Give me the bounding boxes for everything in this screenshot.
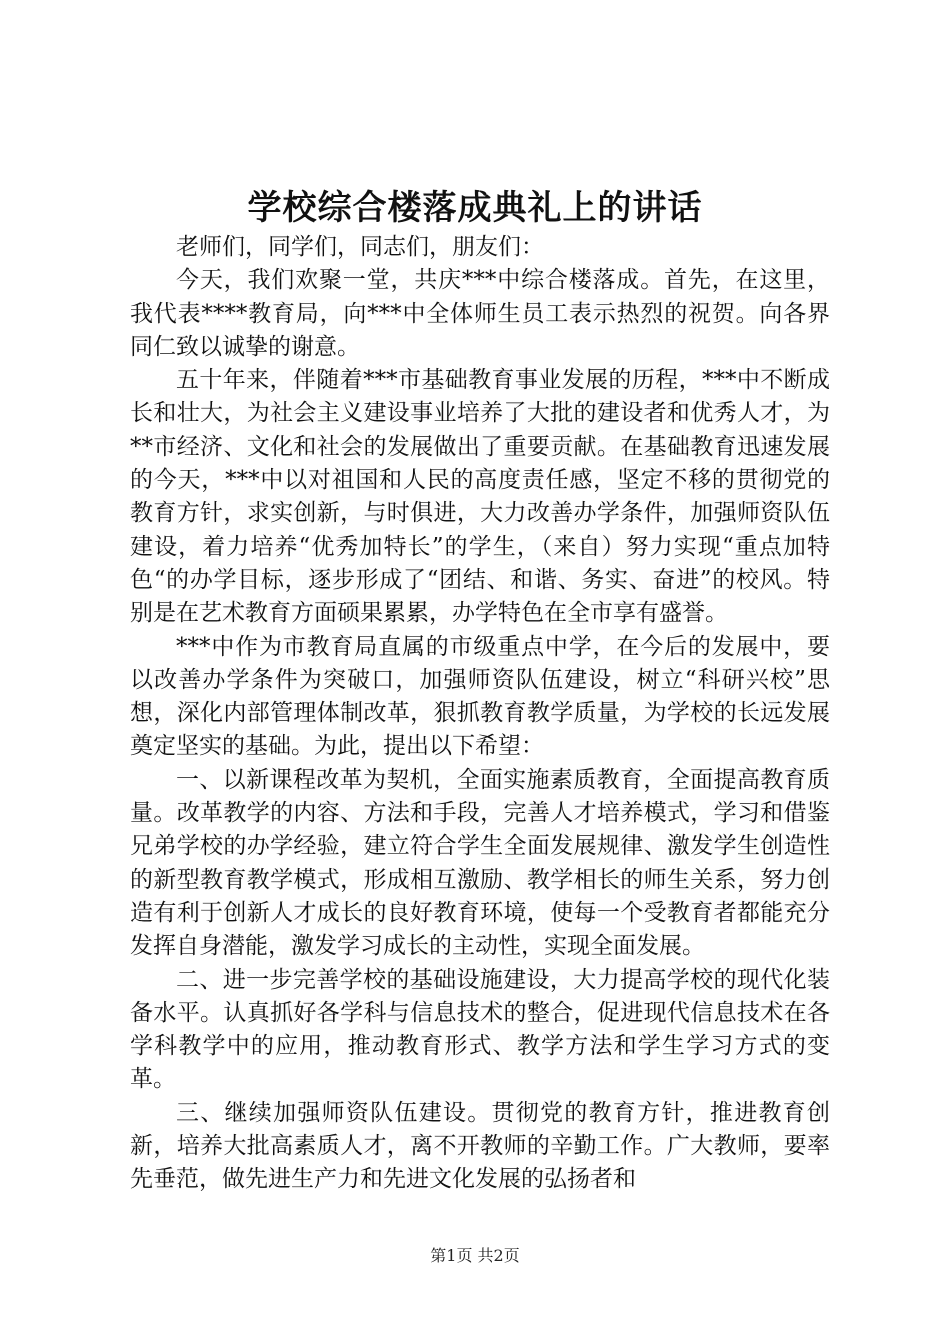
hope-one-paragraph: 一、以新课程改革为契机，全面实施素质教育，全面提高教育质量。改革教学的内容、方法和手段，完善人才培养模式，学习和借鉴兄弟学校的办学经验，建立符合学生全面发展规律、激发学生创造性的新型教育教学模式，形成相互激励、教学相长的师生关系，努力创造有利于创新人才成长的良好教育环境，使每一个受教育者都能充分发挥自身潜能，激发学习成长的主动性，实现全面发展。: [130, 766, 830, 960]
document-body: [130, 231, 830, 1197]
salutation-paragraph: 老师们，同学们，同志们，朋友们：: [176, 234, 544, 260]
document-title: 学校综合楼落成典礼上的讲话: [247, 188, 703, 228]
page-number-footer: 第1页 共2页: [430, 1246, 520, 1265]
future-paragraph: ***中作为市教育局直属的市级重点中学，在今后的发展中，要以改善办学条件为突破口，加强师资队伍建设，树立“科研兴校”思想，深化内部管理体制改革，狠抓教育教学质量，为学校的长远发展奠定坚实的基础。为此，提出以下希望：: [130, 633, 830, 760]
opening-paragraph: 今天，我们欢聚一堂，共庆***中综合楼落成。首先，在这里，我代表****教育局，向***中全体师生员工表示热烈的祝贺。向各界同仁致以诚挚的谢意。: [130, 267, 830, 360]
history-paragraph: 五十年来，伴随着***市基础教育事业发展的历程，***中不断成长和壮大，为社会主义建设事业培养了大批的建设者和优秀人才，为**市经济、文化和社会的发展做出了重要贡献。在基础教育迅速发展的今天，***中以对祖国和人民的高度责任感，坚定不移的贯彻党的教育方针，求实创新，与时俱进，大力改善办学条件，加强师资队伍建设，着力培养“优秀加特长”的学生，（来自）努力实现“重点加特色“的办学目标，逐步形成了“团结、和谐、务实、奋进”的校风。特别是在艺术教育方面硕果累累，办学特色在全市享有盛誉。: [130, 367, 830, 627]
hope-two-paragraph: 二、进一步完善学校的基础设施建设，大力提高学校的现代化装备水平。认真抓好各学科与信息技术的整合，促进现代信息技术在各学科教学中的应用，推动教育形式、教学方法和学生学习方式的变革。: [130, 966, 830, 1093]
hope-three-paragraph: 三、继续加强师资队伍建设。贯彻党的教育方针，推进教育创新，培养大批高素质人才，离不开教师的辛勤工作。广大教师，要率先垂范，做先进生产力和先进文化发展的弘扬者和: [130, 1099, 830, 1193]
